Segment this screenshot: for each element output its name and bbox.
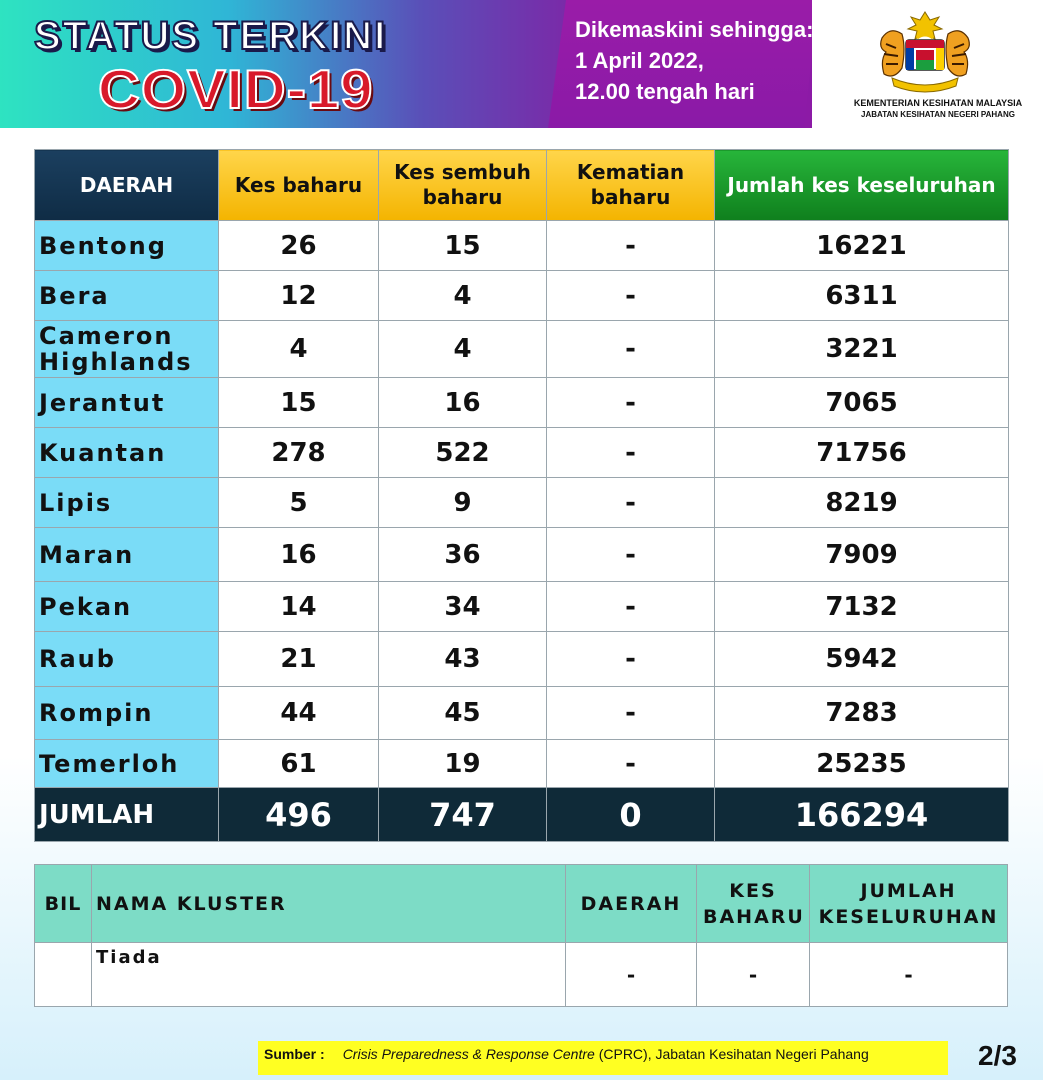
cluster-kes-baharu: - bbox=[697, 943, 810, 1007]
source-rest: (CPRC), Jabatan Kesihatan Negeri Pahang bbox=[594, 1046, 869, 1062]
table-row bbox=[35, 478, 1009, 528]
update-label: Dikemaskini sehingga: bbox=[575, 17, 814, 42]
kes-sembuh-cell: 19 bbox=[379, 740, 547, 788]
total-jumlah: 166294 bbox=[715, 788, 1009, 842]
district-name: Raub bbox=[35, 632, 219, 687]
kes-baharu-cell: 21 bbox=[219, 632, 379, 687]
table-row bbox=[35, 740, 1009, 788]
district-name: Kuantan bbox=[35, 428, 219, 478]
kematian-cell: - bbox=[547, 740, 715, 788]
table-row bbox=[35, 428, 1009, 478]
header-kes-sembuh-baharu bbox=[379, 150, 547, 221]
kematian-cell: - bbox=[547, 271, 715, 321]
district-name: Cameron Highlands bbox=[35, 321, 219, 378]
kematian-cell: - bbox=[547, 321, 715, 378]
kes-sembuh-cell: 15 bbox=[379, 221, 547, 271]
kes-baharu-cell: 61 bbox=[219, 740, 379, 788]
cluster-jumlah: - bbox=[810, 943, 1008, 1007]
total-kes-sembuh: 747 bbox=[379, 788, 547, 842]
cluster-header-bil: BIL bbox=[35, 865, 92, 943]
header-kematian-label: Kematian baharu bbox=[576, 160, 685, 209]
table-row bbox=[35, 687, 1009, 740]
kes-sembuh-cell: 43 bbox=[379, 632, 547, 687]
kes-baharu-cell: 44 bbox=[219, 687, 379, 740]
kes-sembuh-cell: 9 bbox=[379, 478, 547, 528]
header-jumlah-keseluruhan: Jumlah kes keseluruhan bbox=[715, 150, 1009, 221]
kes-sembuh-cell: 16 bbox=[379, 378, 547, 428]
cluster-header-kes-label: KES BAHARU bbox=[703, 879, 805, 928]
table-row bbox=[35, 378, 1009, 428]
source-label: Sumber : bbox=[264, 1046, 325, 1062]
coat-of-arms-icon bbox=[870, 8, 980, 94]
kes-baharu-cell: 4 bbox=[219, 321, 379, 378]
ministry-line1: KEMENTERIAN KESIHATAN MALAYSIA bbox=[853, 98, 1023, 108]
cluster-header-jumlah bbox=[810, 865, 1008, 943]
jumlah-cell: 6311 bbox=[715, 271, 1009, 321]
kematian-cell: - bbox=[547, 632, 715, 687]
table-row bbox=[35, 271, 1009, 321]
district-name: Jerantut bbox=[35, 378, 219, 428]
district-name: Temerloh bbox=[35, 740, 219, 788]
source-org: Crisis Preparedness & Response Centre bbox=[342, 1046, 595, 1062]
district-name: Pekan bbox=[35, 582, 219, 632]
page-number: 2/3 bbox=[978, 1040, 1017, 1071]
kematian-cell: - bbox=[547, 378, 715, 428]
kes-baharu-cell: 5 bbox=[219, 478, 379, 528]
total-row bbox=[35, 788, 1009, 842]
kematian-cell: - bbox=[547, 528, 715, 582]
title-covid-19: COVID-19 bbox=[98, 58, 374, 121]
kes-sembuh-cell: 45 bbox=[379, 687, 547, 740]
cluster-header-jumlah-label: JUMLAH KESELURUHAN bbox=[818, 879, 999, 928]
total-kes-baharu: 496 bbox=[219, 788, 379, 842]
district-name: Rompin bbox=[35, 687, 219, 740]
cluster-header-nama: NAMA KLUSTER bbox=[92, 865, 566, 943]
kes-baharu-cell: 14 bbox=[219, 582, 379, 632]
kes-baharu-cell: 16 bbox=[219, 528, 379, 582]
jumlah-cell: 3221 bbox=[715, 321, 1009, 378]
update-time: 12.00 tengah hari bbox=[575, 79, 755, 104]
kes-sembuh-cell: 34 bbox=[379, 582, 547, 632]
cluster-header-kes-baharu bbox=[697, 865, 810, 943]
ministry-line2: JABATAN KESIHATAN NEGERI PAHANG bbox=[861, 110, 1015, 119]
district-cases-table bbox=[34, 149, 1009, 842]
table-row bbox=[35, 221, 1009, 271]
kematian-cell: - bbox=[547, 687, 715, 740]
jumlah-cell: 25235 bbox=[715, 740, 1009, 788]
kematian-cell: - bbox=[547, 221, 715, 271]
table-row bbox=[35, 321, 1009, 378]
table-row bbox=[35, 528, 1009, 582]
jumlah-cell: 7065 bbox=[715, 378, 1009, 428]
header-kes-sembuh-label: Kes sembuh baharu bbox=[394, 160, 531, 209]
district-name: Lipis bbox=[35, 478, 219, 528]
cluster-table bbox=[34, 864, 1008, 1007]
kes-baharu-cell: 12 bbox=[219, 271, 379, 321]
kes-sembuh-cell: 4 bbox=[379, 271, 547, 321]
total-label: JUMLAH bbox=[35, 788, 219, 842]
header-kes-baharu: Kes baharu bbox=[219, 150, 379, 221]
kes-sembuh-cell: 522 bbox=[379, 428, 547, 478]
table-row bbox=[35, 632, 1009, 687]
jumlah-cell: 7909 bbox=[715, 528, 1009, 582]
cluster-nama: Tiada bbox=[92, 943, 566, 1007]
jumlah-cell: 7283 bbox=[715, 687, 1009, 740]
cluster-header-row bbox=[35, 865, 1008, 943]
kematian-cell: - bbox=[547, 428, 715, 478]
update-date: 1 April 2022, bbox=[575, 48, 704, 73]
table-row bbox=[35, 582, 1009, 632]
district-name: Maran bbox=[35, 528, 219, 582]
jumlah-cell: 8219 bbox=[715, 478, 1009, 528]
title-status-terkini: STATUS TERKINI bbox=[34, 14, 388, 58]
cluster-daerah: - bbox=[566, 943, 697, 1007]
jumlah-cell: 71756 bbox=[715, 428, 1009, 478]
cluster-row bbox=[35, 943, 1008, 1007]
kematian-cell: - bbox=[547, 478, 715, 528]
district-name: Bera bbox=[35, 271, 219, 321]
jumlah-cell: 16221 bbox=[715, 221, 1009, 271]
jumlah-cell: 5942 bbox=[715, 632, 1009, 687]
kes-baharu-cell: 26 bbox=[219, 221, 379, 271]
kes-baharu-cell: 278 bbox=[219, 428, 379, 478]
table-header-row bbox=[35, 150, 1009, 221]
cluster-header-daerah: DAERAH bbox=[566, 865, 697, 943]
update-timestamp bbox=[575, 14, 813, 107]
cluster-bil bbox=[35, 943, 92, 1007]
total-kematian: 0 bbox=[547, 788, 715, 842]
district-name: Bentong bbox=[35, 221, 219, 271]
header-daerah: DAERAH bbox=[35, 150, 219, 221]
kes-sembuh-cell: 4 bbox=[379, 321, 547, 378]
ministry-name bbox=[840, 98, 1036, 120]
kematian-cell: - bbox=[547, 582, 715, 632]
jumlah-cell: 7132 bbox=[715, 582, 1009, 632]
header-kematian-baharu bbox=[547, 150, 715, 221]
kes-baharu-cell: 15 bbox=[219, 378, 379, 428]
kes-sembuh-cell: 36 bbox=[379, 528, 547, 582]
source-note bbox=[258, 1041, 948, 1075]
